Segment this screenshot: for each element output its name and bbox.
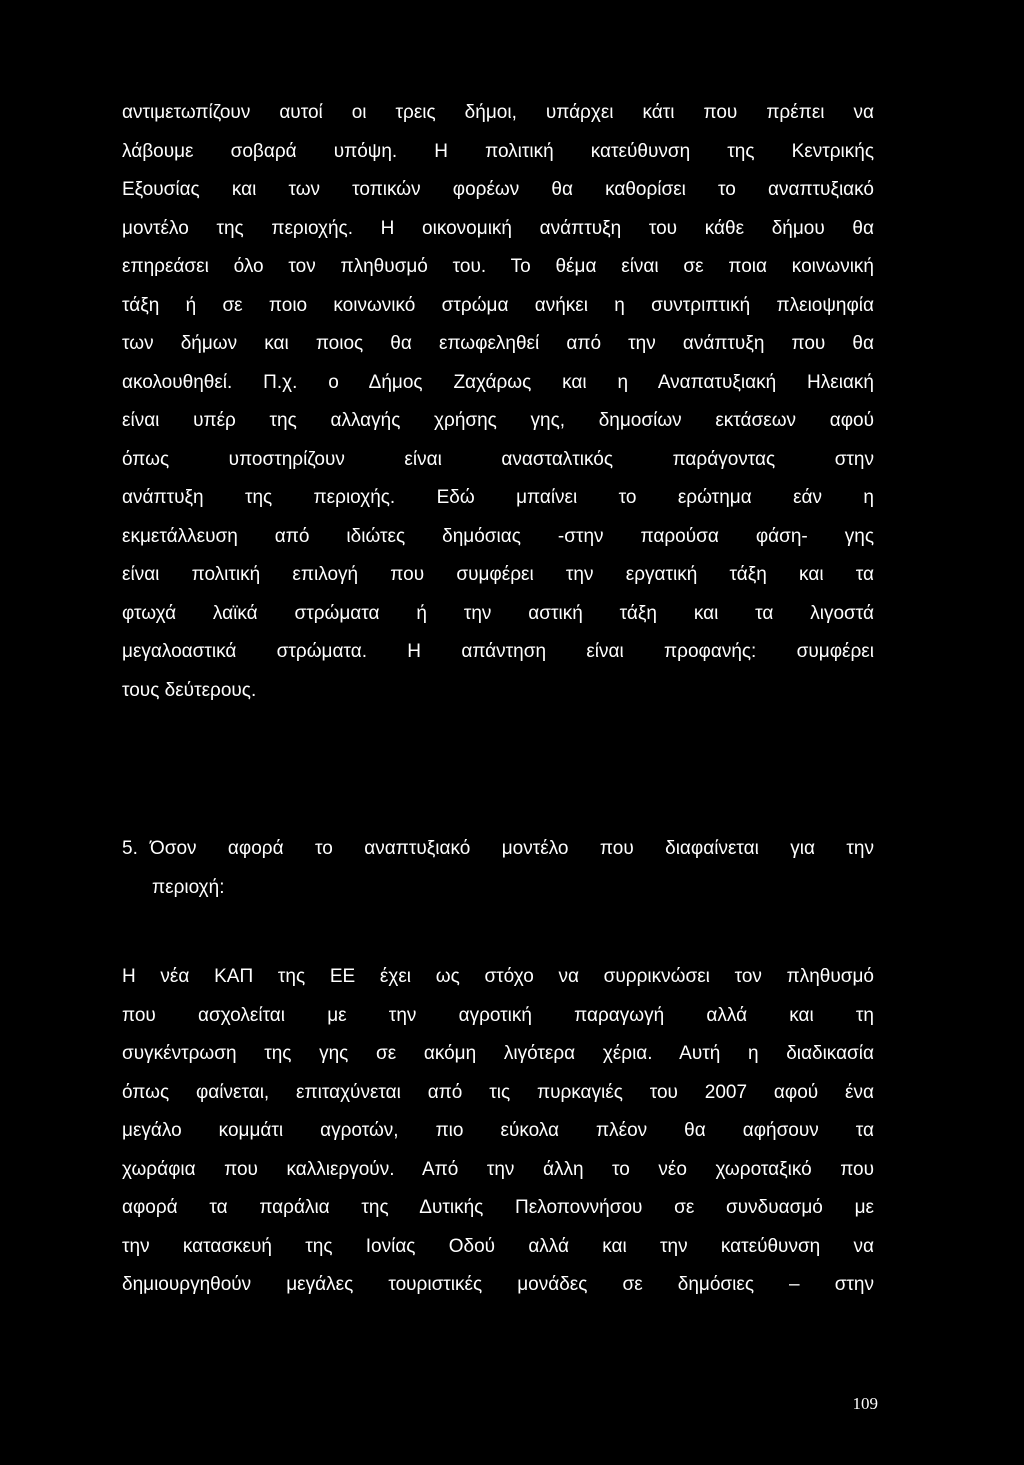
paragraph-body-1 <box>122 94 874 710</box>
text-line: είναι υπέρ της αλλαγής χρήσης γης, δημοσίων εκτάσεων αφού <box>122 410 874 431</box>
text-line: εκμετάλλευση από ιδιώτες δημόσιας -στην παρούσα φάση- γης <box>122 525 874 547</box>
text-line: τάξη ή σε ποιο κοινωνικό στρώμα ανήκει η συντριπτική πλειοψηφία <box>122 294 874 316</box>
paragraph-body-2 <box>122 958 874 1305</box>
text-line: των δήμων και ποιος θα επωφεληθεί από την ανάπτυξη που θα <box>122 333 874 354</box>
text-line: ανάπτυξη της περιοχής. Εδώ μπαίνει το ερώτημα εάν η <box>122 487 874 508</box>
text-line: Εξουσίας και των τοπικών φορέων θα καθορίσει το αναπτυξιακό <box>122 179 874 200</box>
text-line: λάβουμε σοβαρά υπόψη. Η πολιτική κατεύθυνση της Κεντρικής <box>122 140 874 162</box>
text-line: μοντέλο της περιοχής. Η οικονομική ανάπτυξη του κάθε δήμου θα <box>122 217 874 239</box>
item-number: 5. <box>122 838 138 859</box>
text-line: όπως υποστηρίζουν είναι ανασταλτικός παράγοντας στην <box>122 448 874 470</box>
text-line: Η νέα ΚΑΠ της ΕΕ έχει ως στόχο να συρρικνώσει τον πληθυσμό <box>122 966 874 987</box>
text-line: φτωχά λαϊκά στρώματα ή την αστική τάξη και τα λιγοστά <box>122 602 874 624</box>
text-line: μεγάλο κομμάτι αγροτών, πιο εύκολα πλέον θα αφήσουν τα <box>122 1120 874 1141</box>
text-line: αντιμετωπίζουν αυτοί οι τρεις δήμοι, υπάρχει κάτι που πρέπει να <box>122 102 874 123</box>
text-line: χωράφια που καλλιεργούν. Από την άλλη το νέο χωροταξικό που <box>122 1158 874 1180</box>
numbered-item-continuation: περιοχή: <box>152 876 225 898</box>
numbered-item-5 <box>122 830 874 907</box>
text-line: συγκέντρωση της γης σε ακόμη λιγότερα χέρια. Αυτή η διαδικασία <box>122 1043 874 1064</box>
numbered-item-line <box>122 830 874 869</box>
text-line: δημιουργηθούν μεγάλες τουριστικές μονάδες σε δημόσιες – στην <box>122 1274 874 1295</box>
text-line: είναι πολιτική επιλογή που συμφέρει την εργατική τάξη και τα <box>122 564 874 585</box>
text-line: ακολουθηθεί. Π.χ. ο Δήμος Ζαχάρως και η Αναπατυξιακή Ηλειακή <box>122 371 874 393</box>
page-number: 109 <box>852 1394 878 1413</box>
text-line: που ασχολείται με την αγροτική παραγωγή αλλά και τη <box>122 1004 874 1026</box>
text-line: την κατασκευή της Ιονίας Οδού αλλά και την κατεύθυνση να <box>122 1235 874 1257</box>
text-line: επηρεάσει όλο τον πληθυσμό του. Το θέμα είναι σε ποια κοινωνική <box>122 256 874 277</box>
text-line: μεγαλοαστικά στρώματα. Η απάντηση είναι προφανής: συμφέρει <box>122 641 874 662</box>
text-line: όπως φαίνεται, επιταχύνεται από τις πυρκαγιές του 2007 αφού ένα <box>122 1081 874 1103</box>
item-text: Όσον αφορά το αναπτυξιακό μοντέλο που διαφαίνεται για την <box>150 838 874 859</box>
text-line-last: τους δεύτερους. <box>122 679 257 701</box>
text-line: αφορά τα παράλια της Δυτικής Πελοποννήσου σε συνδυασμό με <box>122 1197 874 1218</box>
